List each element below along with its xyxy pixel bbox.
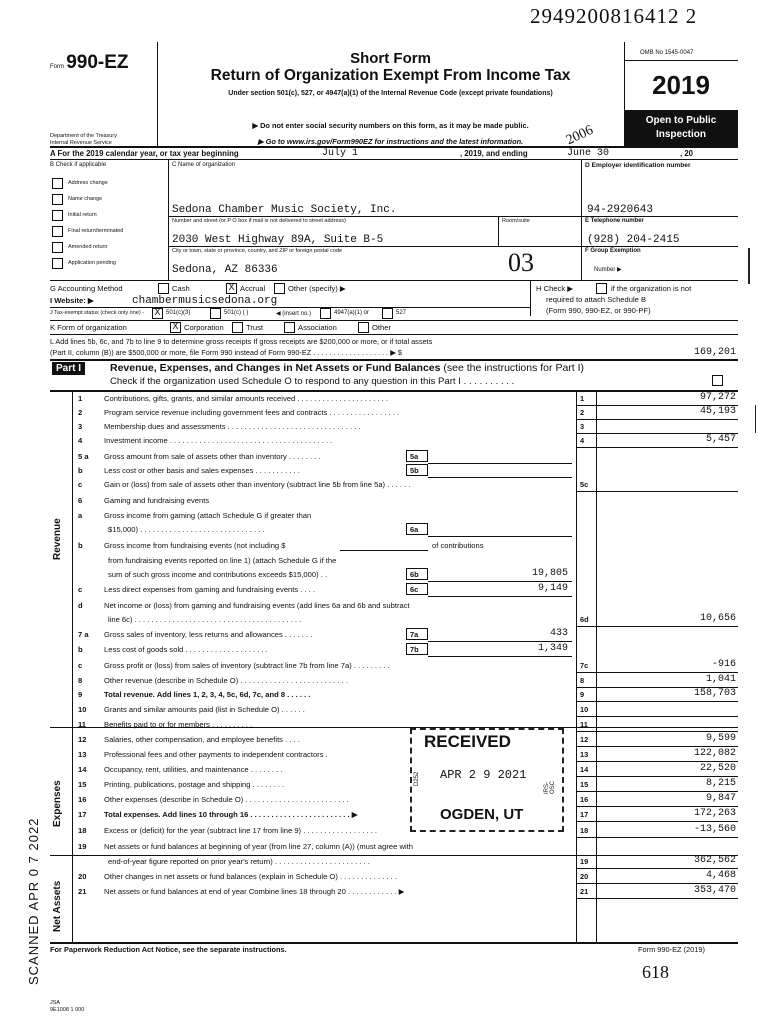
line-box-number: 19 — [580, 857, 589, 866]
line-amount[interactable]: -13,560 — [693, 824, 736, 835]
line-amount[interactable]: 9,599 — [705, 733, 736, 744]
cash-label: Cash — [172, 284, 190, 293]
line-description: Printing, publications, postage and shipping . . . . . . . . — [104, 780, 285, 789]
scanned-stamp: SCANNED APR 0 7 2022 — [26, 817, 41, 985]
line-amount[interactable]: 158,703 — [693, 688, 736, 699]
line-amount[interactable]: 9,149 — [537, 583, 568, 594]
short-form-title: Short Form — [350, 50, 431, 67]
line-amount[interactable]: 97,272 — [699, 392, 736, 403]
line-box-number: 5b — [410, 466, 419, 475]
schedule-o-check-text: Check if the organization used Schedule O to respond to any question in this Part I . . . . . . . . . . — [110, 376, 515, 387]
other-org-checkbox[interactable] — [358, 322, 369, 333]
line-description: Professional fees and other payments to independent contractors . — [104, 750, 328, 759]
line-number: 19 — [78, 842, 87, 851]
open-to-public-badge — [624, 110, 738, 146]
schedule-b-checkbox[interactable] — [596, 283, 607, 294]
open-to-public-line-1: Open to Public — [645, 115, 717, 126]
line-number: c — [78, 661, 83, 670]
line-amount[interactable]: 8,215 — [705, 778, 736, 789]
line-box-number: 6a — [410, 525, 419, 534]
line-description: Gain or (loss) from sale of assets other than inventory (subtract line 5b from line 5a) . . . . . . — [104, 480, 411, 489]
gross-receipts-instruction: L Add lines 5b, 6c, and 7b to line 9 to determine gross receipts If gross receipts are $200,000 or more, or if total assets — [50, 337, 433, 346]
line-description: Gross income from gaming (attach Schedule G if greater than — [104, 511, 312, 520]
line-amount[interactable]: 22,520 — [699, 763, 736, 774]
line-amount[interactable]: 1,349 — [537, 643, 568, 654]
section-b-checkbox[interactable] — [52, 242, 63, 253]
net-assets-side-label: Net Assets — [52, 880, 63, 932]
city-state-zip[interactable]: Sedona, AZ 86336 — [172, 264, 278, 276]
other-org-label: Other — [372, 323, 391, 332]
section-b-item-label: Address change — [68, 180, 108, 186]
tax-exempt-status-label: J Tax-exempt status (check only one) - — [50, 310, 145, 316]
line-number: 5 a — [78, 452, 89, 461]
line-number: 13 — [78, 750, 87, 759]
accounting-method-label: G Accounting Method — [50, 284, 123, 293]
501c3-checkbox[interactable]: X — [152, 308, 163, 319]
line-description: Program service revenue including government fees and contracts . . . . . . . . . . . . . . . . . — [104, 408, 400, 417]
line-box-number: 5a — [410, 452, 419, 461]
ssn-warning: ▶ Do not enter social security numbers on this form, as it may be made public. — [252, 121, 529, 130]
line-box-number: 15 — [580, 780, 589, 789]
line-box-number: 5c — [580, 480, 589, 489]
gross-receipts-instruction-2: (Part II, column (B)) are $500,000 or more, file Form 990 instead of Form 990-EZ . . . . . . . . . . . . . . . . . . . ▶ $ — [50, 348, 402, 357]
line-box-number: 2 — [580, 408, 585, 417]
line-number: 2 — [78, 408, 83, 417]
line-description: end-of-year figure reported on prior year's return) . . . . . . . . . . . . . . . . . . . . . . . — [108, 857, 370, 866]
line-amount[interactable]: -916 — [711, 659, 736, 670]
line-box-number: 10 — [580, 705, 589, 714]
line-description: $15,000) . . . . . . . . . . . . . . . . . . . . . . . . . . . . . . — [108, 525, 265, 534]
line-description: Total revenue. Add lines 1, 2, 3, 4, 5c, 6d, 7c, and 8 . . . . . . — [104, 690, 311, 699]
jsa-code-2: 9E1008 1 000 — [50, 1007, 85, 1013]
stamp-received: RECEIVED — [424, 732, 511, 751]
line-box-number: 7c — [580, 661, 589, 670]
line-number: 6 — [78, 496, 83, 505]
line-amount[interactable]: 353,470 — [693, 885, 736, 896]
section-b-item-label: Amended return — [68, 244, 108, 250]
expenses-side-label: Expenses — [52, 780, 63, 827]
line-description: Gross sales of inventory, less returns and allowances . . . . . . . — [104, 630, 313, 639]
stamp-code-right: IRS-OSC — [544, 780, 556, 794]
tax-year-begin[interactable]: July 1 — [322, 148, 359, 159]
line-amount[interactable]: 1,041 — [705, 674, 736, 685]
line-number: 7 a — [78, 630, 89, 639]
line-description: Salaries, other compensation, and employee benefits . . . . — [104, 735, 300, 744]
line-box-number: 1 — [580, 394, 585, 403]
accrual-checkbox[interactable]: X — [226, 283, 237, 294]
501c-label: 501(c) ( ) — [224, 310, 249, 316]
line-description: Gaming and fundraising events — [104, 496, 210, 505]
501c-checkbox[interactable] — [210, 308, 221, 319]
schedule-b-text: if the organization is not — [611, 284, 692, 293]
association-checkbox[interactable] — [284, 322, 295, 333]
open-to-public-line-2: Inspection — [655, 129, 706, 140]
line-number: 16 — [78, 795, 87, 804]
line-description: Net assets or fund balances at end of year Combine lines 18 through 20 . . . . . . . . . . . . ▶ — [104, 887, 405, 896]
line-number: b — [78, 541, 83, 550]
section-b-label: B Check if applicable — [50, 162, 107, 168]
line-description: line 6c) . . . . . . . . . . . . . . . . . . . . . . . . . . . . . . . . . . . . . . . . — [108, 615, 302, 624]
line-description: Total expenses. Add lines 10 through 16 . . . . . . . . . . . . . . . . . . . . . . . . ▶ — [104, 810, 358, 819]
group-exemption-label: F Group Exemption — [585, 248, 641, 254]
line-amount[interactable]: 362,562 — [693, 855, 736, 866]
handwritten-code: 03 — [508, 248, 534, 277]
line-number: 14 — [78, 765, 87, 774]
other-method-checkbox[interactable] — [274, 283, 285, 294]
line-number: 3 — [78, 422, 83, 431]
527-label: 527 — [396, 310, 407, 316]
tax-year-end[interactable]: June 30 — [567, 148, 610, 159]
line-description: Contributions, gifts, grants, and similar amounts received . . . . . . . . . . . . . . . . . . . . . . — [104, 394, 389, 403]
stamp-location: OGDEN, UT — [440, 806, 524, 823]
line-number: 15 — [78, 780, 87, 789]
line-description: Other revenue (describe in Schedule O) . . . . . . . . . . . . . . . . . . . . . . . . . . — [104, 676, 348, 685]
ein-label: D Employer identification number — [585, 162, 691, 169]
line-description: Other changes in net assets or fund balances (explain in Schedule O) . . . . . . . . . . . . . . — [104, 872, 397, 881]
line-amount[interactable]: 10,656 — [699, 613, 736, 624]
stamp-code-left: D252 — [414, 771, 420, 786]
line-number: b — [78, 645, 83, 654]
website-value[interactable]: chambermusicsedona.org — [132, 295, 278, 307]
line-description: Membership dues and assessments . . . . . . . . . . . . . . . . . . . . . . . . . . . . . . . . — [104, 422, 361, 431]
line-number: 17 — [78, 810, 87, 819]
schedule-b-text-3: (Form 990, 990-EZ, or 990-PF) — [546, 306, 651, 315]
stamp-date: APR 2 9 2021 — [440, 768, 527, 782]
line-box-number: 17 — [580, 810, 589, 819]
tax-year-end-suffix: , 20 — [680, 149, 694, 158]
schedule-b-check-label: H Check ▶ — [536, 284, 574, 293]
line-box-number: 4 — [580, 436, 585, 445]
line-number: d — [78, 601, 83, 610]
section-b-checkbox[interactable] — [52, 178, 63, 189]
association-label: Association — [298, 323, 337, 332]
line-box-number: 7b — [410, 645, 419, 654]
line-description: Occupancy, rent, utilities, and maintenance . . . . . . . . — [104, 765, 283, 774]
line-description: Benefits paid to or for members . . . . . . . . . . — [104, 720, 253, 729]
line-box-number: 6b — [410, 570, 419, 579]
line-box-number: 14 — [580, 765, 589, 774]
paperwork-notice: For Paperwork Reduction Act Notice, see the separate instructions. — [50, 945, 287, 954]
line-description: Less direct expenses from gaming and fundraising events . . . . — [104, 585, 316, 594]
trust-label: Trust — [246, 323, 264, 332]
corporation-label: Corporation — [184, 323, 224, 332]
line-box-number: 20 — [580, 872, 589, 881]
part-i-title-suffix: (see the instructions for Part I) — [443, 362, 585, 374]
form-footer-ref: Form 990-EZ (2019) — [638, 945, 705, 954]
4947-checkbox[interactable] — [320, 308, 331, 319]
line-number: 9 — [78, 690, 83, 699]
scan-edge-mark-2 — [755, 405, 756, 433]
section-b-item-label: Initial return — [68, 212, 97, 218]
accrual-label: Accrual — [240, 284, 266, 293]
tax-year-label: A For the 2019 calendar year, or tax year beginning — [50, 149, 239, 158]
street-label: Number and street (or P O box if mail is not delivered to street address) — [172, 218, 346, 224]
line-number: 8 — [78, 676, 83, 685]
part-i-title-text: Revenue, Expenses, and Changes in Net Assets or Fund Balances — [110, 362, 441, 374]
line-box-number: 13 — [580, 750, 589, 759]
line-description: Gross income from fundraising events (not including $ — [104, 541, 286, 550]
line-box-number: 21 — [580, 887, 589, 896]
received-stamp — [410, 728, 564, 832]
form-title: Return of Organization Exempt From Income Tax — [210, 67, 571, 84]
line-number: 21 — [78, 887, 87, 896]
line-box-number: 8 — [580, 676, 585, 685]
other-method-label: Other (specify) ▶ — [288, 284, 346, 293]
ein-value[interactable]: 94-2920643 — [587, 204, 654, 216]
department-label — [50, 133, 117, 147]
scan-edge-mark — [748, 248, 750, 284]
department-line-2: Internal Revenue Service — [50, 140, 112, 146]
line-number: a — [78, 511, 83, 520]
handwritten-page-number: 618 — [642, 962, 669, 982]
schedule-b-text-2: required to attach Schedule B — [546, 295, 647, 304]
section-b-checkbox[interactable] — [52, 210, 63, 221]
tax-year: 2019 — [652, 70, 710, 100]
omb-number: OMB No 1545-0047 — [640, 50, 694, 56]
line-amount[interactable]: 19,805 — [531, 568, 568, 579]
section-b-checkbox[interactable] — [52, 226, 63, 237]
gross-receipts-amount[interactable]: 169,201 — [693, 347, 736, 358]
line-box-number: 6d — [580, 615, 589, 624]
line-description: Less cost or other basis and sales expenses . . . . . . . . . . . — [104, 466, 300, 475]
line-number: 4 — [78, 436, 83, 445]
website-label: I Website: ▶ — [50, 296, 94, 305]
jsa-code-1: JSA — [50, 1000, 61, 1006]
line-description: Less cost of goods sold . . . . . . . . . . . . . . . . . . . . — [104, 645, 268, 654]
line-box-number: 11 — [580, 720, 588, 729]
document-locator-number: 2949200816412 2 — [530, 4, 698, 28]
org-name[interactable]: Sedona Chamber Music Society, Inc. — [172, 204, 397, 216]
line-amount[interactable]: 122,082 — [693, 748, 736, 759]
section-b-checkbox[interactable] — [52, 194, 63, 205]
group-exemption-number-label: Number ▶ — [594, 267, 622, 273]
line-number: 1 — [78, 394, 83, 403]
handwritten-year: 2006 — [563, 122, 596, 149]
form-number: 990-EZ — [66, 52, 129, 73]
line-box-number: 7a — [410, 630, 419, 639]
line-box-number: 6c — [410, 585, 419, 594]
org-name-label: C Name of organization — [172, 162, 236, 168]
line-amount[interactable]: 9,847 — [705, 793, 736, 804]
section-b-checkbox[interactable] — [52, 258, 63, 269]
line-amount[interactable]: 5,457 — [705, 434, 736, 445]
form-number-block — [50, 52, 129, 74]
line-amount[interactable]: 172,263 — [693, 808, 736, 819]
line-description: Net assets or fund balances at beginning of year (from line 27, column (A)) (must agree with — [104, 842, 413, 851]
org-form-label: K Form of organization — [50, 323, 127, 332]
part-i-tag: Part I — [52, 362, 85, 375]
line-amount[interactable]: 45,193 — [699, 406, 736, 417]
jsa-code — [50, 1000, 84, 1014]
phone-value[interactable]: (928) 204-2415 — [587, 234, 680, 246]
department-line-1: Department of the Treasury — [50, 133, 117, 139]
line-amount[interactable]: 4,468 — [705, 870, 736, 881]
part-i-title — [110, 362, 584, 374]
line-number: 20 — [78, 872, 87, 881]
section-b-item-label: Application pending — [68, 260, 117, 266]
501c3-label: 501(c)(3) — [166, 310, 191, 316]
line-number: 18 — [78, 826, 87, 835]
line-number: 11 — [78, 720, 87, 729]
line-description: from fundraising events reported on line 1) (attach Schedule G if the — [108, 556, 337, 565]
line-description-suffix: of contributions — [432, 541, 484, 550]
form-subtitle: Under section 501(c), 527, or 4947(a)(1) of the Internal Revenue Code (except private foundations) — [228, 90, 553, 97]
phone-label: E Telephone number — [585, 218, 644, 224]
section-b-item-label: Final return/terminated — [68, 228, 124, 234]
527-checkbox[interactable] — [382, 308, 393, 319]
insert-number-label: ◀ (insert no.) — [276, 311, 311, 317]
line-box-number: 12 — [580, 735, 589, 744]
trust-checkbox[interactable] — [232, 322, 243, 333]
line-description: Net income or (loss) from gaming and fundraising events (add lines 6a and 6b and subtract — [104, 601, 410, 610]
line-box-number: 3 — [580, 422, 585, 431]
revenue-side-label: Revenue — [52, 518, 63, 560]
street-address[interactable]: 2030 West Highway 89A, Suite B-5 — [172, 234, 384, 246]
room-suite-label: Room/suite — [502, 218, 530, 224]
line-number: 10 — [78, 705, 87, 714]
corporation-checkbox[interactable]: X — [170, 322, 181, 333]
tax-year-ending-label: , 2019, and ending — [460, 149, 528, 158]
line-description: Gross amount from sale of assets other than inventory . . . . . . . . — [104, 452, 321, 461]
form-prefix: Form — [50, 64, 64, 70]
line-number: 12 — [78, 735, 87, 744]
line-box-number: 9 — [580, 690, 585, 699]
schedule-o-checkbox[interactable] — [712, 375, 723, 386]
line-description: Gross profit or (loss) from sales of inventory (subtract line 7b from line 7a) . . . . . . . . . — [104, 661, 390, 670]
line-description: Grants and similar amounts paid (list in Schedule O) . . . . . . — [104, 705, 305, 714]
line-description: Excess or (deficit) for the year (subtract line 17 from line 9) . . . . . . . . . . . . . . . . . . — [104, 826, 378, 835]
city-label: City or town, state or province, country, and ZIP or foreign postal code — [172, 248, 343, 254]
4947-label: 4947(a)(1) or — [334, 310, 370, 316]
line-number: c — [78, 480, 83, 489]
instructions-link[interactable]: ▶ Go to www.irs.gov/Form990EZ for instructions and the latest information. — [257, 137, 524, 146]
line-description: Other expenses (describe in Schedule O) . . . . . . . . . . . . . . . . . . . . . . . . . — [104, 795, 349, 804]
cash-checkbox[interactable] — [158, 283, 169, 294]
line-description: Investment income . . . . . . . . . . . . . . . . . . . . . . . . . . . . . . . . . . . . . . . — [104, 436, 333, 445]
line-box-number: 18 — [580, 826, 589, 835]
line-number: c — [78, 585, 83, 594]
line-box-number: 16 — [580, 795, 589, 804]
section-b-item-label: Name change — [68, 196, 103, 202]
line-amount[interactable]: 433 — [549, 628, 568, 639]
line-number: b — [78, 466, 83, 475]
line-description: sum of such gross income and contributions exceeds $15,000) . . — [108, 570, 328, 579]
